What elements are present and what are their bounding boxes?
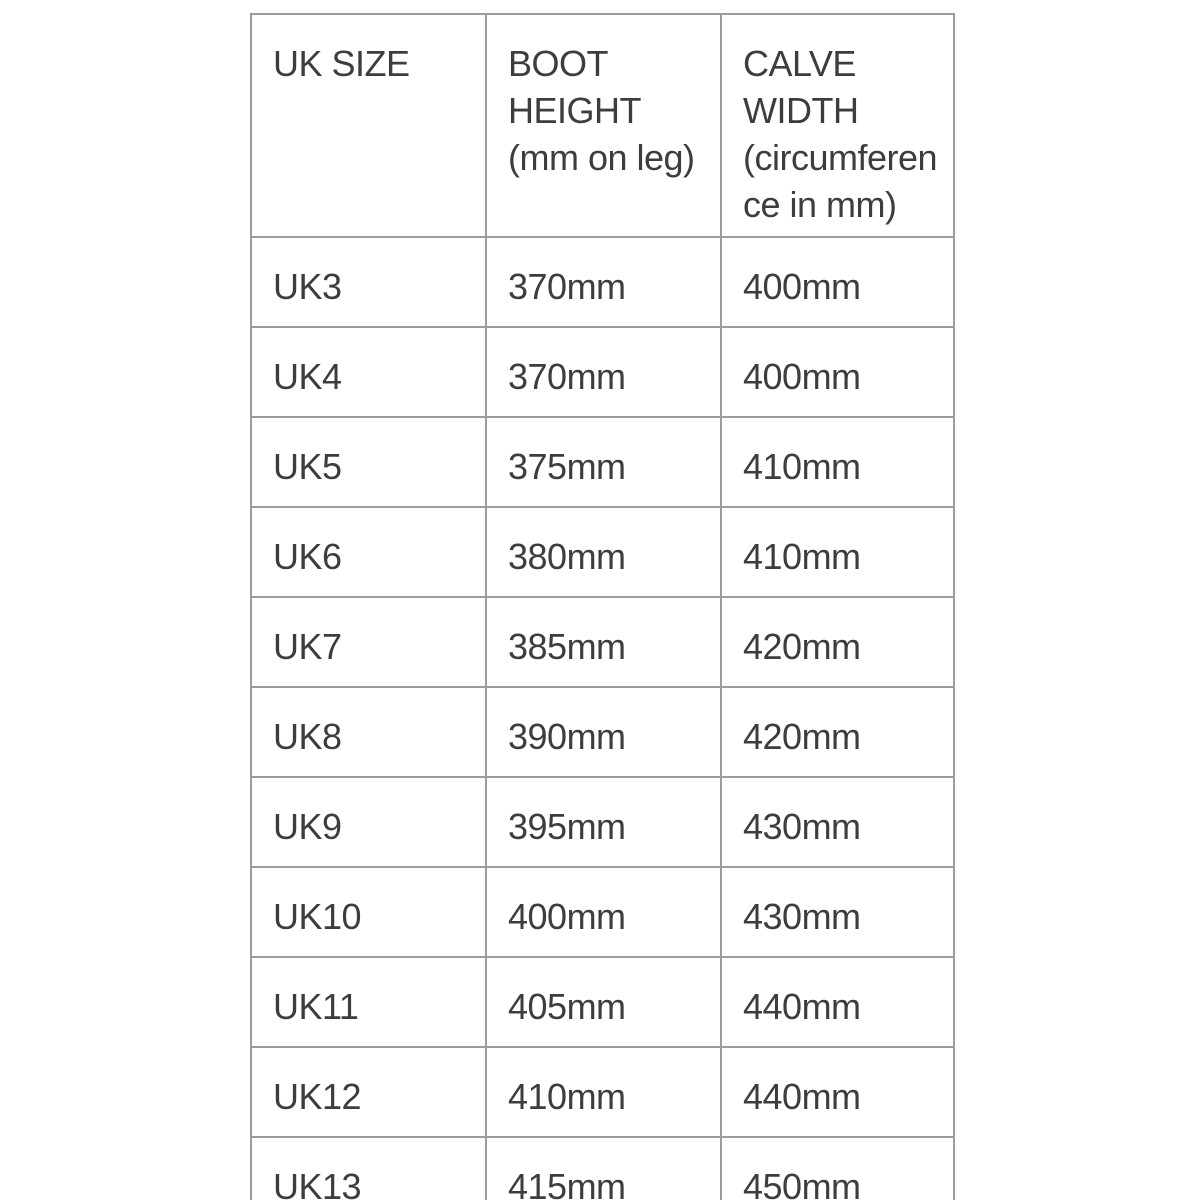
table-cell-calve-width: 450mm bbox=[721, 1137, 954, 1200]
size-chart-table bbox=[250, 13, 955, 1200]
table-cell-uk-size: UK6 bbox=[251, 507, 486, 597]
table-row bbox=[251, 507, 954, 597]
table-cell-uk-size: UK10 bbox=[251, 867, 486, 957]
table-cell-calve-width: 440mm bbox=[721, 1047, 954, 1137]
table-cell-uk-size: UK5 bbox=[251, 417, 486, 507]
table-cell-boot-height: 395mm bbox=[486, 777, 721, 867]
table-header bbox=[251, 14, 954, 237]
table-cell-boot-height: 390mm bbox=[486, 687, 721, 777]
header-line: (mm on leg) bbox=[508, 137, 695, 178]
table-cell-boot-height: 405mm bbox=[486, 957, 721, 1047]
table-cell-boot-height: 380mm bbox=[486, 507, 721, 597]
table-row bbox=[251, 1137, 954, 1200]
table-cell-calve-width: 410mm bbox=[721, 507, 954, 597]
table-cell-calve-width: 400mm bbox=[721, 327, 954, 417]
table-cell-uk-size: UK3 bbox=[251, 237, 486, 327]
table-row bbox=[251, 1047, 954, 1137]
column-header-uk-size bbox=[251, 14, 486, 237]
table-row bbox=[251, 687, 954, 777]
table-cell-calve-width: 400mm bbox=[721, 237, 954, 327]
table-cell-calve-width: 430mm bbox=[721, 777, 954, 867]
table-cell-calve-width: 420mm bbox=[721, 597, 954, 687]
table-cell-calve-width: 430mm bbox=[721, 867, 954, 957]
table-cell-uk-size: UK9 bbox=[251, 777, 486, 867]
table-row bbox=[251, 777, 954, 867]
header-line: UK SIZE bbox=[273, 43, 410, 84]
table-cell-calve-width: 420mm bbox=[721, 687, 954, 777]
table-cell-boot-height: 370mm bbox=[486, 237, 721, 327]
table-cell-boot-height: 410mm bbox=[486, 1047, 721, 1137]
column-header-boot-height bbox=[486, 14, 721, 237]
column-header-calve-width bbox=[721, 14, 954, 237]
table-cell-uk-size: UK11 bbox=[251, 957, 486, 1047]
header-row bbox=[251, 14, 954, 237]
table-body bbox=[251, 237, 954, 1200]
header-line: (circumference in mm) bbox=[743, 137, 938, 225]
table-cell-uk-size: UK12 bbox=[251, 1047, 486, 1137]
header-line: BOOT HEIGHT bbox=[508, 43, 642, 131]
table-cell-boot-height: 400mm bbox=[486, 867, 721, 957]
table-cell-calve-width: 410mm bbox=[721, 417, 954, 507]
table-row bbox=[251, 597, 954, 687]
table-cell-boot-height: 415mm bbox=[486, 1137, 721, 1200]
table-row bbox=[251, 237, 954, 327]
table-cell-boot-height: 370mm bbox=[486, 327, 721, 417]
table-cell-uk-size: UK7 bbox=[251, 597, 486, 687]
table-cell-boot-height: 375mm bbox=[486, 417, 721, 507]
table-row bbox=[251, 417, 954, 507]
table-cell-calve-width: 440mm bbox=[721, 957, 954, 1047]
table-cell-uk-size: UK4 bbox=[251, 327, 486, 417]
table-cell-uk-size: UK13 bbox=[251, 1137, 486, 1200]
table-row bbox=[251, 867, 954, 957]
table-cell-uk-size: UK8 bbox=[251, 687, 486, 777]
table-cell-boot-height: 385mm bbox=[486, 597, 721, 687]
header-line: CALVE WIDTH bbox=[743, 43, 859, 131]
table-row bbox=[251, 957, 954, 1047]
table-row bbox=[251, 327, 954, 417]
